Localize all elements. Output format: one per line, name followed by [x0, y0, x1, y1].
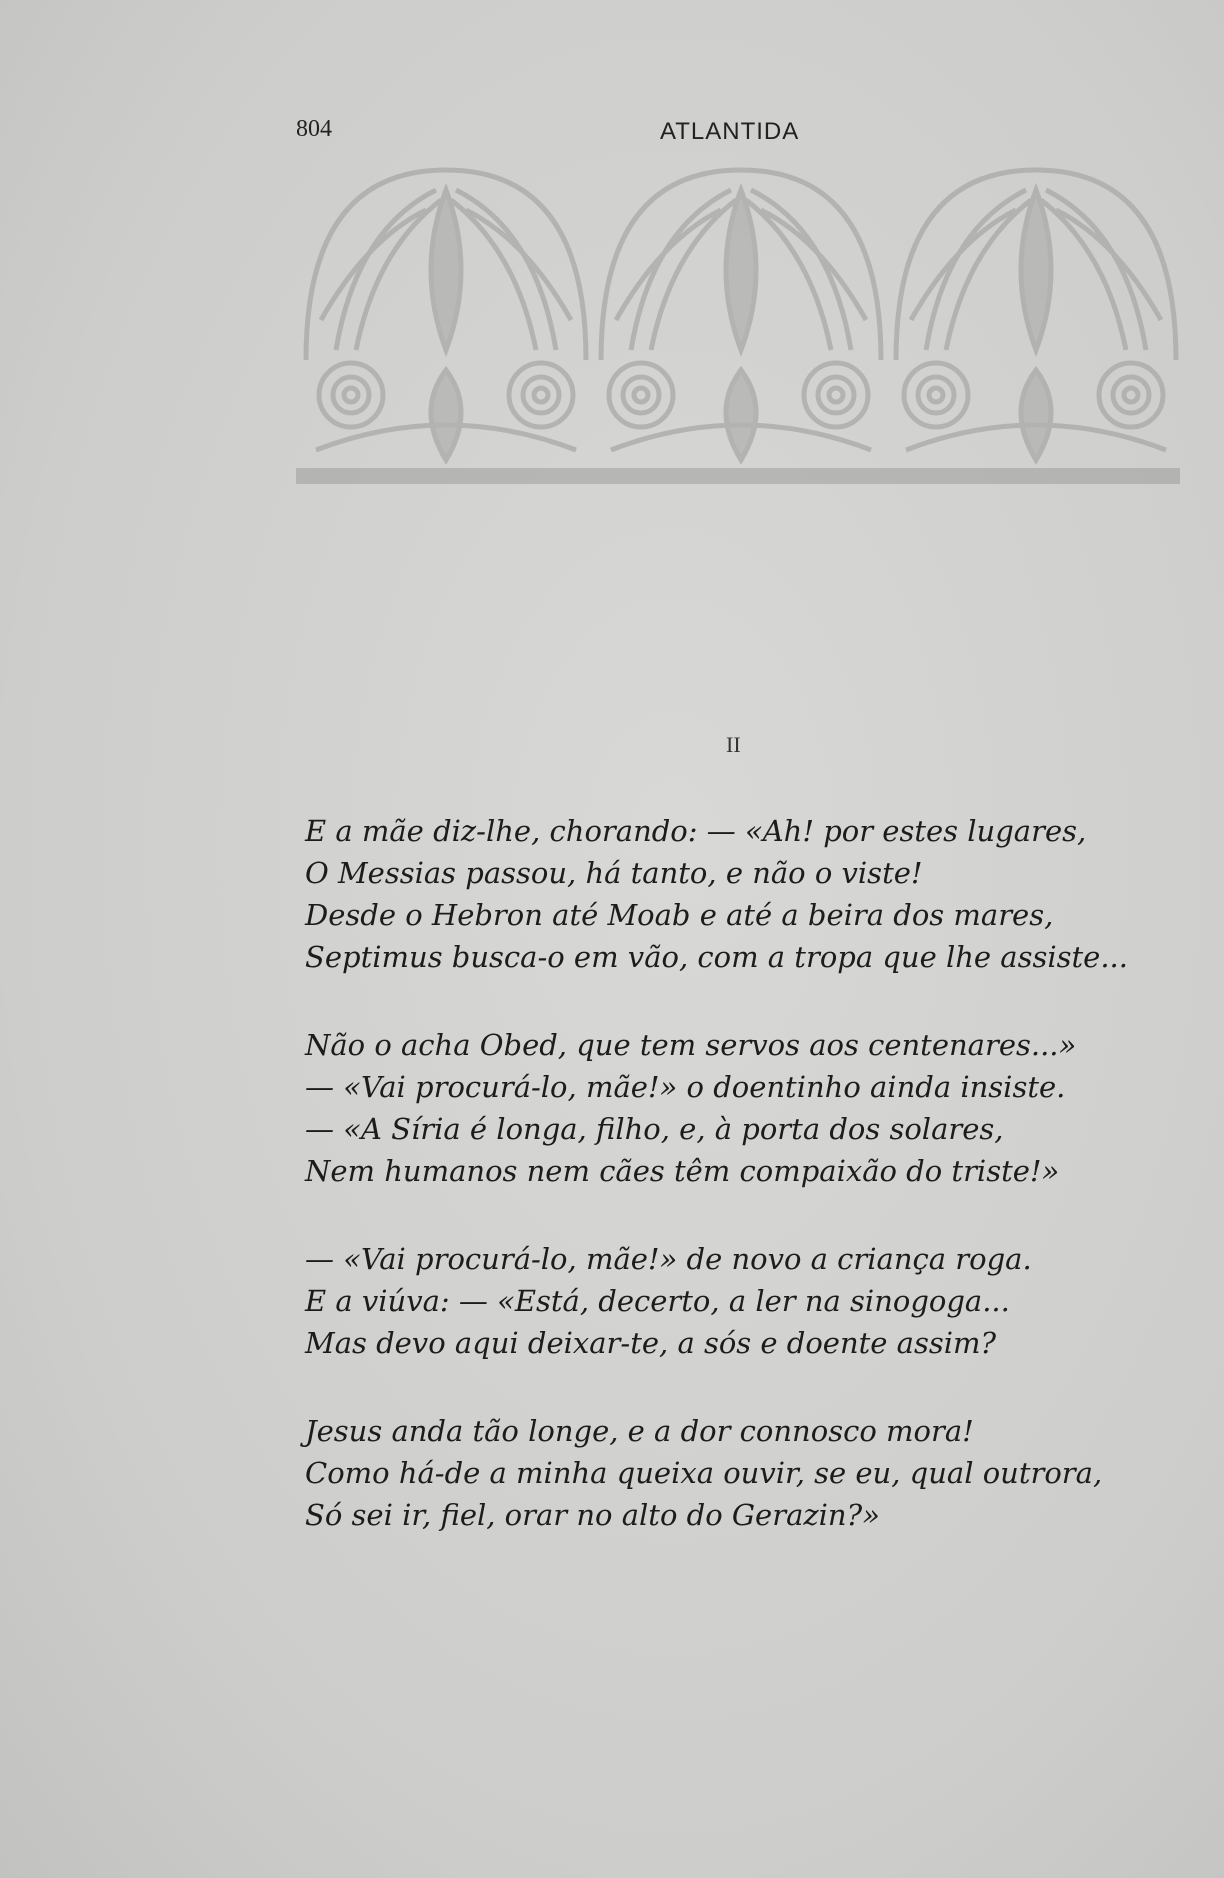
- verse-line: — «Vai procurá-lo, mãe!» o doentinho ainda insiste.: [305, 1070, 1066, 1104]
- verse-line: Jesus anda tão longe, e a dor connosco mora!: [305, 1414, 974, 1448]
- section-number: II: [726, 732, 741, 757]
- verse-line: Desde o Hebron até Moab e até a beira dos mares,: [305, 898, 1054, 932]
- verse-line: Nem humanos nem cães têm compaixão do triste!»: [305, 1154, 1060, 1188]
- verse-line: Septimus busca-o em vão, com a tropa que lhe assiste...: [305, 940, 1128, 974]
- stanza: [305, 1024, 1165, 1192]
- stanza: [305, 1238, 1165, 1364]
- poem-body: [305, 810, 1165, 1582]
- stanza: [305, 810, 1165, 978]
- verse-line: — «Vai procurá-lo, mãe!» de novo a criança roga.: [305, 1242, 1032, 1276]
- palmette-band-icon: [296, 150, 1180, 500]
- verse-line: Mas devo aqui deixar-te, a sós e doente assim?: [305, 1326, 997, 1360]
- verse-line: — «A Síria é longa, filho, e, à porta dos solares,: [305, 1112, 1004, 1146]
- verse-line: O Messias passou, há tanto, e não o viste!: [305, 856, 923, 890]
- running-title: ATLANTIDA: [660, 118, 800, 145]
- verse-line: E a mãe diz-lhe, chorando: — «Ah! por estes lugares,: [305, 814, 1087, 848]
- verse-line: Como há-de a minha queixa ouvir, se eu, qual outrora,: [305, 1456, 1103, 1490]
- verse-line: Não o acha Obed, que tem servos aos centenares...»: [305, 1028, 1077, 1062]
- verse-line: E a viúva: — «Está, decerto, a ler na sinogoga...: [305, 1284, 1010, 1318]
- page-number: 804: [296, 116, 332, 142]
- stanza: [305, 1410, 1165, 1536]
- verse-line: Só sei ir, fiel, orar no alto do Gerazin?»: [305, 1498, 880, 1532]
